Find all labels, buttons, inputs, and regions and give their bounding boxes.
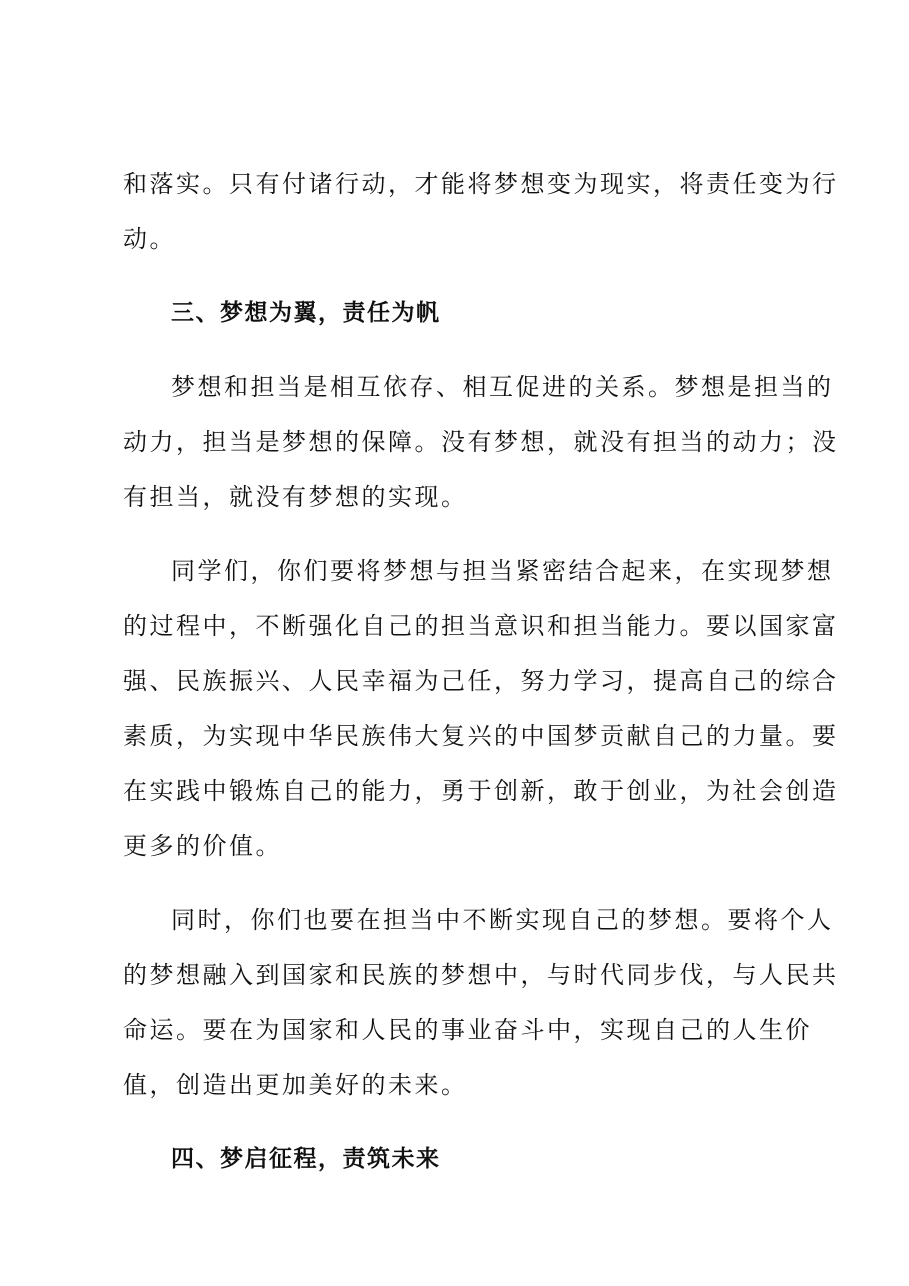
text-line: 更多的价值。 — [123, 832, 282, 860]
text-line: 在实践中锻炼自己的能力，勇于创新，敢于创业，为社会创造 — [123, 777, 839, 805]
paragraph-3 — [123, 893, 839, 1113]
paragraph-1 — [123, 360, 839, 525]
text-line: 和落实。只有付诸行动，才能将梦想变为现实，将责任变为行 — [123, 170, 839, 198]
text-line: 强、民族振兴、人民幸福为己任，努力学习，提高自己的综合 — [123, 667, 839, 695]
text-line: 有担当，就没有梦想的实现。 — [123, 483, 468, 511]
text-line: 的梦想融入到国家和民族的梦想中，与时代同步伐，与人民共 — [123, 961, 839, 989]
paragraph-continued — [123, 157, 839, 267]
text-line: 值，创造出更加美好的未来。 — [123, 1071, 468, 1099]
section-heading-4: 四、梦启征程，责筑未来 — [171, 1146, 441, 1172]
document-body — [123, 157, 839, 1187]
text-line: 动。 — [123, 225, 176, 253]
paragraph-2 — [123, 544, 839, 874]
text-line: 动力，担当是梦想的保障。没有梦想，就没有担当的动力；没 — [123, 428, 839, 456]
text-line: 的过程中，不断强化自己的担当意识和担当能力。要以国家富 — [123, 612, 839, 640]
text-line: 同时，你们也要在担当中不断实现自己的梦想。要将个人 — [171, 906, 834, 934]
text-line: 梦想和担当是相互依存、相互促进的关系。梦想是担当的 — [171, 373, 834, 401]
text-line: 命运。要在为国家和人民的事业奋斗中，实现自己的人生价 — [123, 1016, 812, 1044]
text-line: 素质，为实现中华民族伟大复兴的中国梦贡献自己的力量。要 — [123, 722, 839, 750]
text-line: 同学们，你们要将梦想与担当紧密结合起来，在实现梦想 — [171, 557, 834, 585]
section-heading-3: 三、梦想为翼，责任为帆 — [171, 300, 441, 326]
